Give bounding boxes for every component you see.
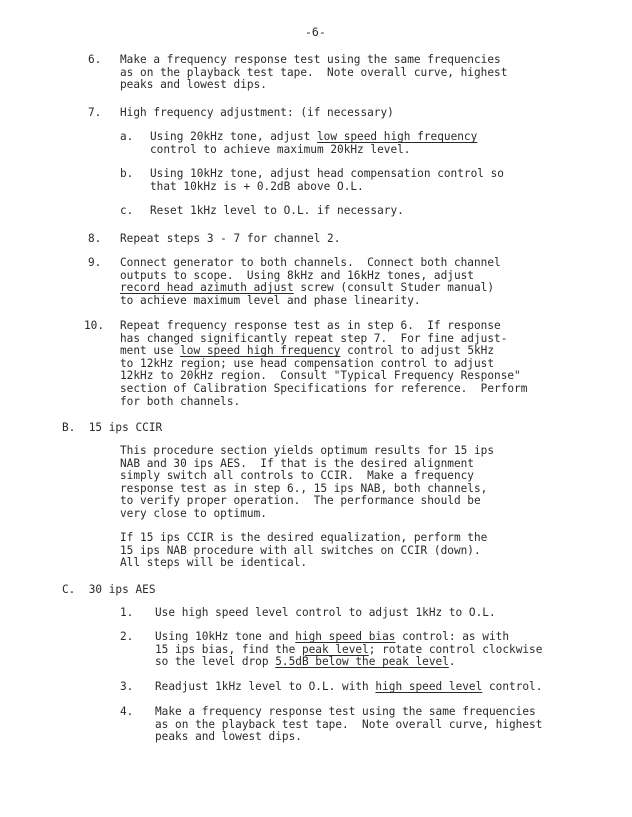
text-line <box>155 681 542 694</box>
step-number: 1. <box>120 606 134 619</box>
step-text <box>120 54 507 92</box>
text-segment: so the level drop <box>155 655 276 669</box>
text-segment: Make a frequency response test using the same frequencies <box>120 53 501 66</box>
text-line <box>120 396 527 409</box>
text-segment: for both channels. <box>120 394 241 408</box>
text-line <box>120 107 394 120</box>
text-segment: Use high speed level control to adjust 1kHz to O.L. <box>155 606 496 619</box>
text-line: simply switch all controls to CCIR. Make a frequency <box>120 469 474 483</box>
text-segment: control: as with <box>395 630 509 643</box>
step-number: 7. <box>88 106 102 119</box>
text-segment: screw (consult Studer manual) <box>293 281 495 295</box>
text-segment: has changed significantly repeat step 7. For fine adjust- <box>120 331 508 345</box>
text-line: 15 ips NAB procedure with all switches on CCIR (down). <box>120 543 481 557</box>
underlined-control-name: high speed bias <box>295 630 396 643</box>
underlined-control-name: low speed high frequency <box>316 130 478 143</box>
text-segment: outputs to scope. Using 8kHz and 16kHz tones, adjust <box>120 268 474 282</box>
section-b-paragraph-1 <box>120 445 494 521</box>
text-line <box>155 607 496 620</box>
text-segment: Repeat steps 3 - 7 for channel 2. <box>120 232 341 245</box>
text-segment: to achieve maximum level and phase linearity. <box>120 293 421 307</box>
text-segment: 15 ips bias, find the <box>155 642 302 656</box>
text-line: response test as in step 6., 15 ips NAB, both channels, <box>120 481 488 495</box>
step-text <box>155 607 496 620</box>
text-segment: High frequency adjustment: (if necessary) <box>120 106 394 119</box>
text-line: NAB and 30 ips AES. If that is the desired alignment <box>120 456 474 470</box>
text-segment: control to achieve maximum 20kHz level. <box>150 142 411 156</box>
text-segment: as on the playback test tape. Note overall curve, highest <box>120 65 508 79</box>
text-line: All steps will be identical. <box>120 556 308 570</box>
text-line <box>150 205 404 218</box>
text-line: to verify proper operation. The performance should be <box>120 494 481 508</box>
text-segment: Using 20kHz tone, adjust <box>150 130 317 143</box>
underlined-control-name: low speed high frequency <box>180 344 341 358</box>
text-segment: . <box>448 655 456 669</box>
step-number: 2. <box>120 630 134 643</box>
step-text <box>120 257 501 307</box>
underlined-control-name: 5.5dB below the peak level <box>275 655 449 669</box>
step-text <box>120 320 527 408</box>
text-segment: peaks and lowest dips. <box>120 78 267 92</box>
section-b-heading: B. 15 ips CCIR <box>62 421 163 434</box>
step-number: b. <box>120 167 134 180</box>
underlined-control-name: peak level <box>301 642 369 656</box>
step-text <box>150 168 504 193</box>
page-number: -6- <box>305 25 326 39</box>
text-line <box>120 79 507 92</box>
text-segment: 12kHz to 20kHz region. Consult "Typical Frequency Response" <box>120 369 521 383</box>
step-text <box>150 205 404 218</box>
step-number: c. <box>120 204 134 217</box>
text-segment: Readjust 1kHz level to O.L. with <box>155 680 376 693</box>
text-line: This procedure section yields optimum results for 15 ips <box>120 444 495 457</box>
text-segment: peaks and lowest dips. <box>155 730 302 744</box>
text-segment: Repeat frequency response test as in step 6. If response <box>120 319 501 332</box>
step-text <box>155 681 542 694</box>
text-segment: Using 10kHz tone and <box>155 630 296 643</box>
text-segment: ; rotate control clockwise <box>368 642 543 656</box>
text-segment: Make a frequency response test using the same frequencies <box>155 705 536 718</box>
section-b-paragraph-2 <box>120 532 487 570</box>
text-line <box>120 295 501 308</box>
step-number: a. <box>120 130 134 143</box>
step-number: 4. <box>120 705 134 718</box>
step-text <box>120 233 340 246</box>
text-segment: ment use <box>120 344 181 358</box>
step-number: 10. <box>84 319 105 332</box>
underlined-control-name: high speed level <box>375 680 483 693</box>
underlined-control-name: record head azimuth adjust <box>120 281 294 295</box>
text-segment: control. <box>482 680 543 693</box>
step-number: 3. <box>120 680 134 693</box>
text-line <box>120 233 340 246</box>
step-text <box>150 131 477 156</box>
text-line <box>150 181 504 194</box>
section-c-heading: C. 30 ips AES <box>62 583 156 596</box>
text-segment: Connect generator to both channels. Connect both channel <box>120 256 501 269</box>
text-line <box>155 731 542 744</box>
text-segment: Reset 1kHz level to O.L. if necessary. <box>150 204 404 217</box>
text-segment: section of Calibration Specifications for reference. Perform <box>120 381 528 395</box>
text-segment: as on the playback test tape. Note overall curve, highest <box>155 717 543 731</box>
step-text <box>155 706 542 744</box>
text-line: If 15 ips CCIR is the desired equalization, perform the <box>120 531 488 544</box>
text-segment: that 10kHz is + 0.2dB above O.L. <box>150 179 364 193</box>
step-text <box>120 107 394 120</box>
text-segment: Using 10kHz tone, adjust head compensation control so <box>150 167 504 180</box>
step-text <box>155 631 542 669</box>
step-number: 8. <box>88 232 102 245</box>
text-line <box>155 656 542 669</box>
text-line: very close to optimum. <box>120 506 267 520</box>
step-number: 9. <box>88 256 102 269</box>
text-segment: to 12kHz region; use head compensation control to adjust <box>120 356 495 370</box>
text-line <box>150 144 477 157</box>
text-segment: control to adjust 5kHz <box>340 344 495 358</box>
step-number: 6. <box>88 53 102 66</box>
